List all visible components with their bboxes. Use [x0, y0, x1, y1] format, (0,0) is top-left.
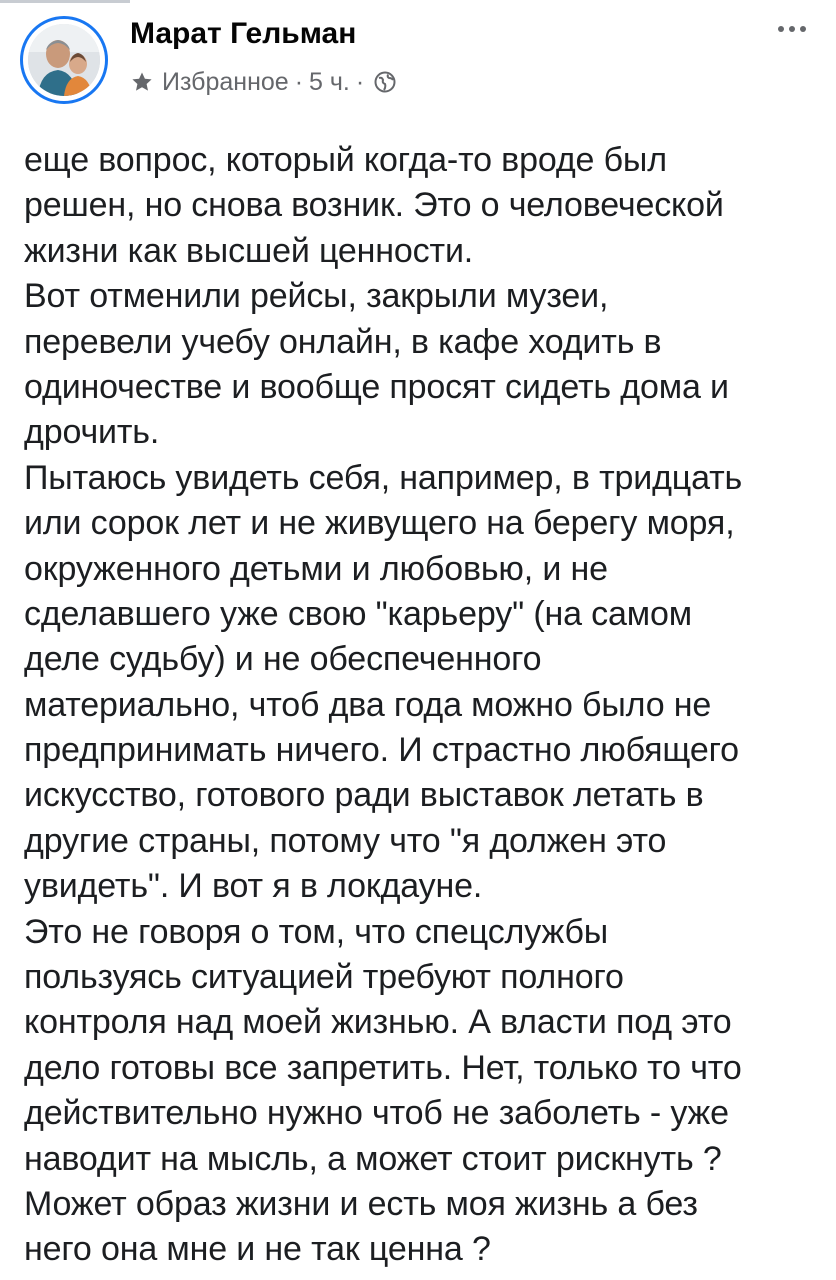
meta-separator-2: ·	[355, 67, 365, 96]
post-time[interactable]: 5 ч.	[309, 67, 350, 96]
post-text-line: дело готовы все запретить. Нет, только то что	[24, 1048, 742, 1087]
audience-label[interactable]: Избранное	[162, 67, 289, 96]
post-text-line: Это не говоря о том, что спецслужбы	[24, 912, 609, 951]
author-name[interactable]: Марат Гельман	[130, 17, 357, 50]
post-text-line: окруженного детьми и любовью, и не	[24, 549, 608, 588]
post-text-line: него она мне и не так ценна ?	[24, 1230, 491, 1269]
post-meta	[130, 64, 396, 100]
post-text-line: деле судьбу) и не обеспеченного	[24, 640, 542, 679]
post-text-line: Может образ жизни и есть моя жизнь а без	[24, 1184, 698, 1223]
avatar-photo-image	[28, 24, 100, 96]
star-icon	[130, 70, 154, 94]
post-text-line: действительно нужно чтоб не заболеть - уже	[24, 1094, 729, 1133]
more-options-button[interactable]	[778, 14, 806, 44]
more-dot	[778, 26, 784, 32]
globe-icon[interactable]	[374, 71, 396, 93]
post-text-line: жизни как высшей ценности.	[24, 231, 474, 270]
post-text-line: одиночестве и вообще просят сидеть дома и	[24, 367, 729, 406]
meta-separator: ·	[294, 67, 304, 96]
post-text-line: пользуясь ситуацией требуют полного	[24, 958, 624, 997]
avatar-photo	[28, 24, 100, 96]
post-header	[0, 0, 836, 120]
post-text-line: контроля над моей жизнью. А власти под это	[24, 1003, 732, 1042]
post-text-line: искусство, готового ради выставок летать в	[24, 776, 704, 815]
post-text-line: или сорок лет и не живущего на берегу моря,	[24, 504, 735, 543]
post-text-line: предпринимать ничего. И страстно любящего	[24, 731, 739, 770]
post-text-line: решен, но снова возник. Это о человеческой	[24, 186, 724, 225]
post-text-line: еще вопрос, который когда-то вроде был	[24, 141, 667, 179]
author-avatar[interactable]	[20, 16, 108, 104]
post-text-line: материально, чтоб два года можно было не	[24, 685, 712, 724]
post-text	[24, 138, 824, 1273]
post-text-line: увидеть". И вот я в локдауне.	[24, 867, 483, 906]
post-text-line: Вот отменили рейсы, закрыли музеи,	[24, 277, 609, 316]
post-text-line: сделавшего уже свою "карьеру" (на самом	[24, 594, 692, 633]
more-dot	[789, 26, 795, 32]
post-text-line: наводит на мысль, а может стоит рискнуть ?	[24, 1139, 722, 1178]
post-text-line: перевели учебу онлайн, в кафе ходить в	[24, 322, 662, 361]
post-text-line: другие страны, потому что "я должен это	[24, 821, 667, 860]
post-text-line: Пытаюсь увидеть себя, например, в тридцать	[24, 458, 743, 497]
more-dot	[800, 26, 806, 32]
post-text-line: дрочить.	[24, 413, 160, 452]
